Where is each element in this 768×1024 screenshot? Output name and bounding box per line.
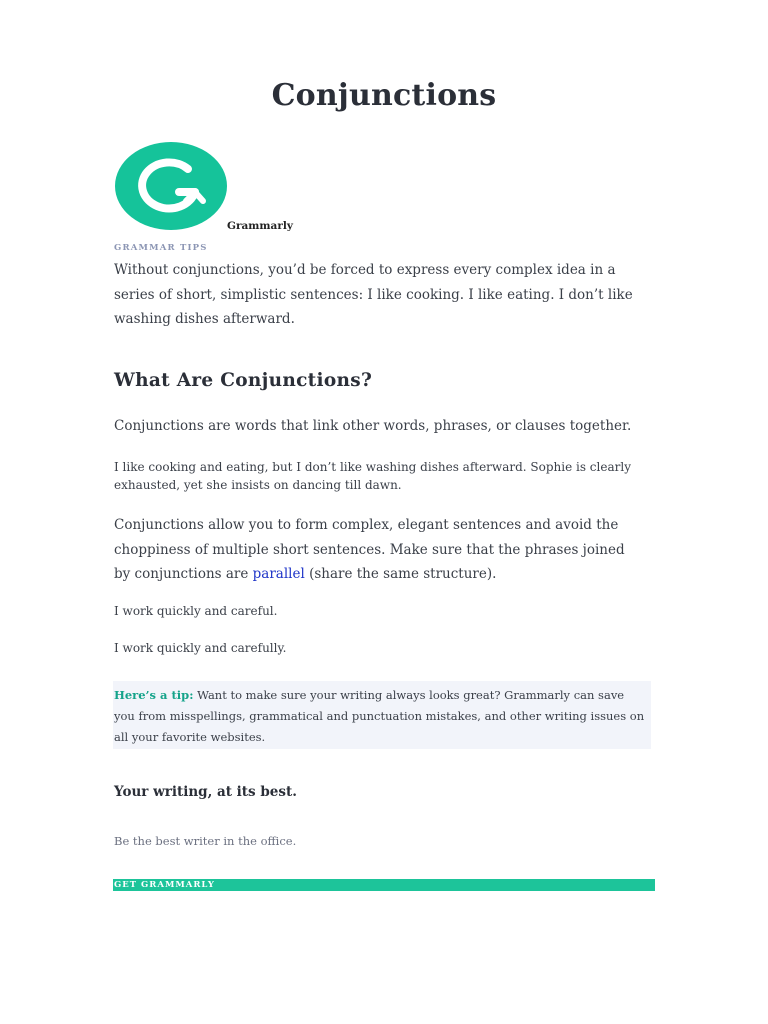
author-name: Grammarly [227, 220, 293, 232]
grammarly-logo-icon [115, 142, 227, 230]
paragraph-text-end: (share the same structure). [304, 566, 497, 582]
get-grammarly-button[interactable]: GET GRAMMARLY [113, 879, 655, 891]
section-heading: What Are Conjunctions? [114, 370, 373, 391]
correct-example: I work quickly and carefully. [114, 641, 287, 655]
cta-heading: Your writing, at its best. [114, 784, 297, 800]
tip-label: Here’s a tip: [114, 688, 194, 702]
intro-paragraph: Without conjunctions, you’d be forced to express every complex idea in a series of short, simplistic sentences: I like cooking. I like eating. I don’t like washing dishes afterward. [114, 262, 633, 327]
tip-text: Want to make sure your writing always looks great? Grammarly can save you from misspellings, grammatical and punctuation mistakes, and other writing issues on all your favorite websites. [114, 688, 645, 744]
incorrect-example: I work quickly and careful. [114, 604, 278, 618]
category-tag[interactable]: GRAMMAR TIPS [114, 243, 208, 253]
cta-subheading: Be the best writer in the office. [114, 834, 297, 848]
definition-paragraph: Conjunctions are words that link other words, phrases, or clauses together. [114, 418, 632, 434]
tip-box [113, 681, 651, 749]
example-sentences: I like cooking and eating, but I don’t like washing dishes afterward. Sophie is clearly exhausted, yet she insists on dancing till dawn. [114, 460, 631, 492]
paragraph-text-start: Conjunctions allow you to form complex, elegant sentences and avoid the choppiness of multiple short sentences. Make sure that the phrases joined by conjunctions are [114, 517, 625, 582]
parallel-link[interactable]: parallel [252, 566, 305, 582]
parallel-paragraph [114, 513, 644, 587]
page-title: Conjunctions [271, 78, 497, 113]
